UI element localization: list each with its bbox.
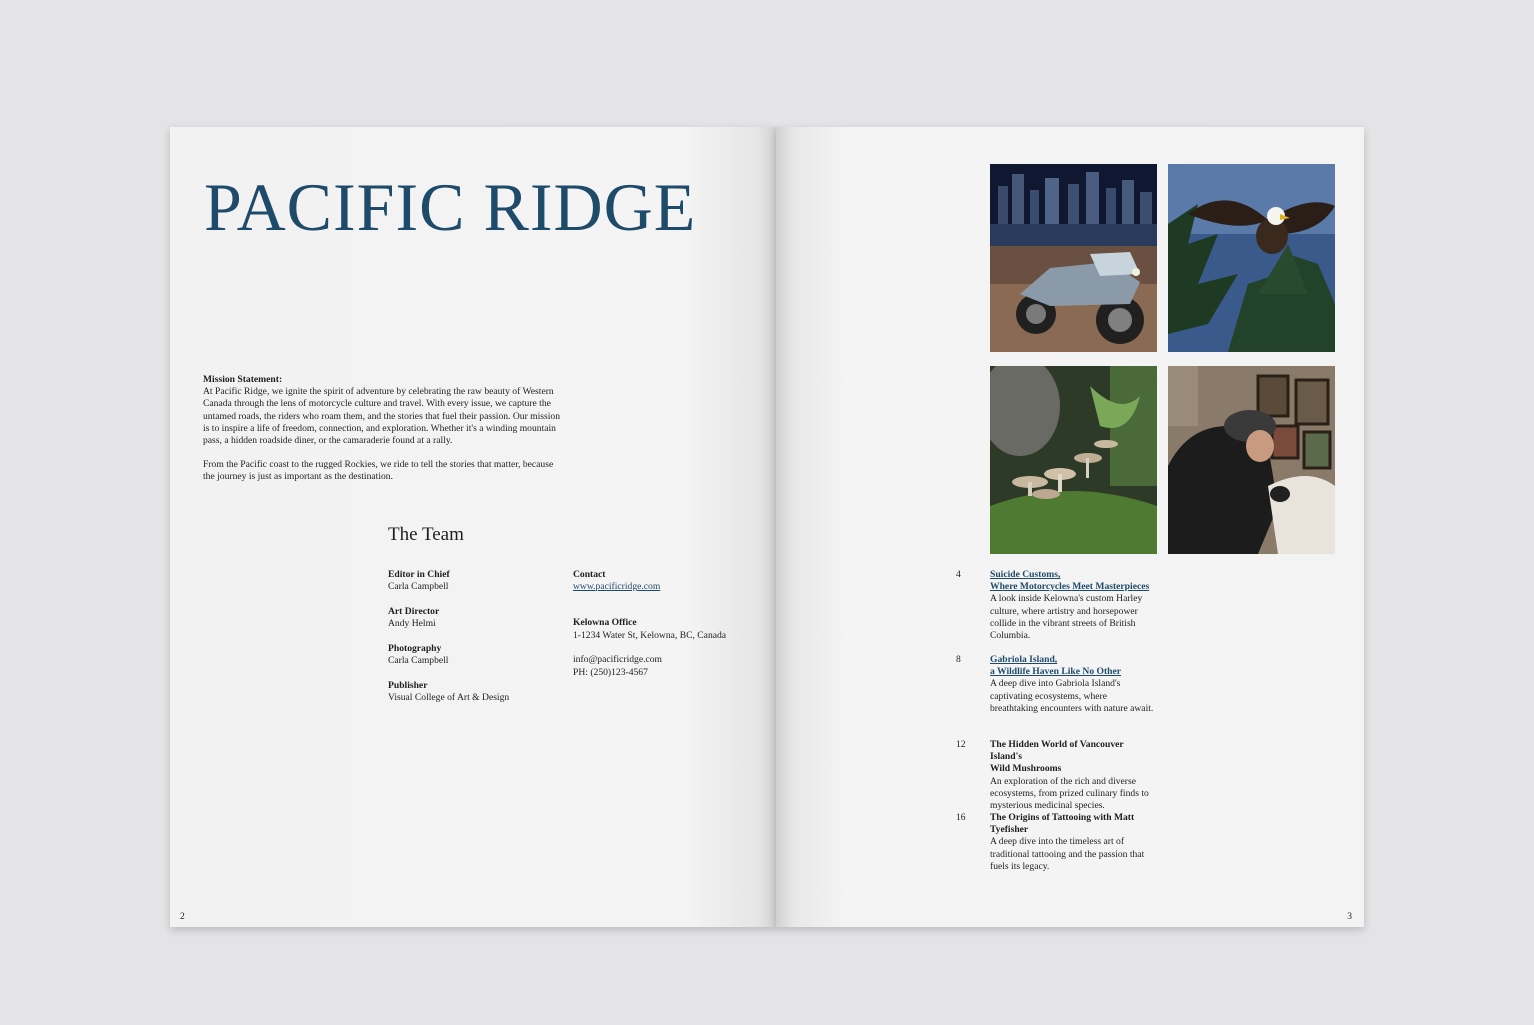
- team-member: Visual College of Art & Design: [388, 692, 510, 704]
- team-list: [388, 569, 558, 717]
- motorcycle-city-night-photo: [990, 164, 1157, 352]
- team-role: Art Director: [388, 606, 440, 617]
- toc-entry[interactable]: [956, 654, 1156, 715]
- toc-description: A deep dive into Gabriola Island's captivating ecosystems, where breathtaking encounters with nature await.: [990, 678, 1154, 714]
- wild-mushrooms-photo: [990, 366, 1157, 554]
- magazine-title: PACIFIC RIDGE: [204, 169, 697, 245]
- team-role: Photography: [388, 643, 442, 654]
- contact-details: [573, 654, 773, 678]
- office-entry: [573, 617, 773, 641]
- toc-page-number: 4: [956, 569, 961, 580]
- mission-heading: Mission Statement:: [203, 374, 283, 385]
- right-page: [776, 127, 1364, 927]
- toc-page-number: 12: [956, 739, 966, 750]
- toc-title-line-1: The Hidden World of Vancouver Island's: [990, 739, 1124, 763]
- toc-title-line-2: Tyefisher: [990, 824, 1029, 836]
- team-entry: [388, 606, 558, 630]
- toc-entry[interactable]: [956, 739, 1156, 812]
- contact-phone: PH: (250)123-4567: [573, 666, 648, 678]
- contact-heading: Contact: [573, 569, 606, 580]
- mission-statement: [203, 374, 563, 484]
- team-role: Editor in Chief: [388, 569, 450, 580]
- page-number-right: 3: [1347, 911, 1352, 922]
- contact-entry: [573, 569, 773, 593]
- toc-description: A look inside Kelowna's custom Harley culture, where artistry and horsepower collide in the vibrant streets of British Columbia.: [990, 593, 1143, 642]
- team-role: Publisher: [388, 680, 428, 691]
- toc-title-line-1[interactable]: Gabriola Island,: [990, 654, 1058, 665]
- office-address: 1-1234 Water St, Kelowna, BC, Canada: [573, 629, 727, 641]
- bald-eagle-photo: [1168, 164, 1335, 352]
- toc-title-line-2: Wild Mushrooms: [990, 763, 1062, 775]
- toc-page-number: 8: [956, 654, 961, 665]
- mission-paragraph-1: At Pacific Ridge, we ignite the spirit of adventure by celebrating the raw beauty of Western Canada through the lens of motorcycle culture and travel. With every issue, we capture the untamed roads, the riders who roam them, and the stories that fuel their passion. Our mission is to inspire a life of freedom, connection, and exploration. Whether it's a winding mountain pass, a hidden roadside diner, or the camaraderie found at a rally.: [203, 386, 561, 447]
- team-entry: [388, 680, 558, 704]
- mission-paragraph-2: From the Pacific coast to the rugged Rockies, we ride to tell the stories that matter, because the journey is just as important as the destination.: [203, 459, 554, 483]
- team-title: The Team: [388, 524, 464, 545]
- toc-title-line-2[interactable]: Where Motorcycles Meet Masterpieces: [990, 581, 1150, 593]
- contact-info: [573, 569, 773, 691]
- toc-page-number: 16: [956, 812, 966, 823]
- left-page: [170, 127, 776, 927]
- toc-description: An exploration of the rich and diverse ecosystems, from prized culinary finds to mysterious medicinal species.: [990, 775, 1149, 812]
- team-member: Carla Campbell: [388, 655, 449, 667]
- website-link[interactable]: www.pacificridge.com: [573, 581, 661, 593]
- office-heading: Kelowna Office: [573, 617, 637, 629]
- page-number-left: 2: [180, 911, 185, 922]
- toc-entry[interactable]: [956, 569, 1156, 642]
- team-member: Carla Campbell: [388, 581, 449, 593]
- toc-title-line-1[interactable]: Suicide Customs,: [990, 569, 1061, 580]
- toc-title-line-2[interactable]: a Wildlife Haven Like No Other: [990, 666, 1122, 678]
- team-entry: [388, 569, 558, 593]
- tattoo-artist-photo: [1168, 366, 1335, 554]
- toc-description: A deep dive into the timeless art of traditional tattooing and the passion that fuels its legacy.: [990, 836, 1145, 872]
- toc-title-line-1: The Origins of Tattooing with Matt: [990, 812, 1135, 823]
- contact-email: info@pacificridge.com: [573, 654, 663, 666]
- team-member: Andy Helmi: [388, 618, 436, 630]
- team-entry: [388, 643, 558, 667]
- toc-entry[interactable]: [956, 812, 1156, 873]
